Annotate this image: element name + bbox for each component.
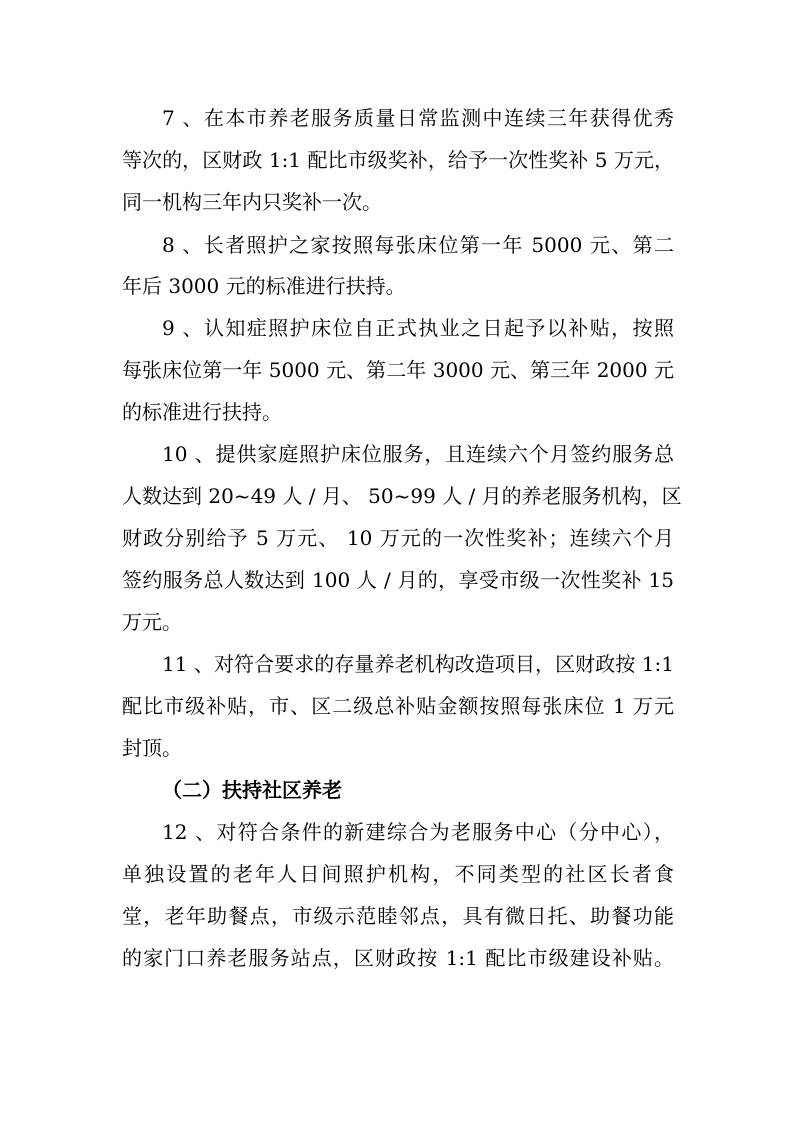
item-8-line-1: 8 、长者照护之家按照每张床位第一年 5000 元、第二: [162, 233, 674, 257]
item-10-line-4: 签约服务总人数达到 100 人 / 月的，享受市级一次性奖补 15: [122, 568, 674, 592]
item-10-line-3: 财政分别给予 5 万元、 10 万元的一次性奖补；连续六个月: [122, 526, 674, 550]
item-9-line-2: 每张床位第一年 5000 元、第二年 3000 元、第三年 2000 元: [122, 358, 674, 382]
item-12-line-3: 堂，老年助餐点，市级示范睦邻点，具有微日托、助餐功能: [122, 904, 674, 928]
item-12-line-1: 12 、对符合条件的新建综合为老服务中心（分中心），: [162, 820, 674, 844]
item-7-line-1: 7 、在本市养老服务质量日常监测中连续三年获得优秀: [162, 106, 674, 130]
item-7-line-3: 同一机构三年内只奖补一次。: [122, 190, 382, 214]
section-heading: （二）扶持社区养老: [162, 778, 342, 802]
item-7-line-2: 等次的，区财政 1:1 配比市级奖补，给予一次性奖补 5 万元，: [122, 148, 674, 172]
item-11-line-3: 封顶。: [122, 736, 182, 760]
item-11-line-2: 配比市级补贴，市、区二级总补贴金额按照每张床位 1 万元: [122, 694, 674, 718]
item-9-line-3: 的标准进行扶持。: [122, 400, 282, 424]
item-8-line-2: 年后 3000 元的标准进行扶持。: [122, 274, 406, 298]
item-11-line-1: 11 、对符合要求的存量养老机构改造项目，区财政按 1:1: [162, 652, 674, 676]
item-10-line-2: 人数达到 20~49 人 / 月、 50~99 人 / 月的养老服务机构，区: [122, 484, 682, 508]
item-10-line-5: 万元。: [122, 610, 182, 634]
item-9-line-1: 9 、认知症照护床位自正式执业之日起予以补贴，按照: [162, 316, 674, 340]
item-10-line-1: 10 、提供家庭照护床位服务，且连续六个月签约服务总: [162, 442, 674, 466]
item-12-line-4: 的家门口养老服务站点，区财政按 1:1 配比市级建设补贴。: [122, 946, 674, 970]
item-12-line-2: 单独设置的老年人日间照护机构，不同类型的社区长者食: [122, 862, 674, 886]
